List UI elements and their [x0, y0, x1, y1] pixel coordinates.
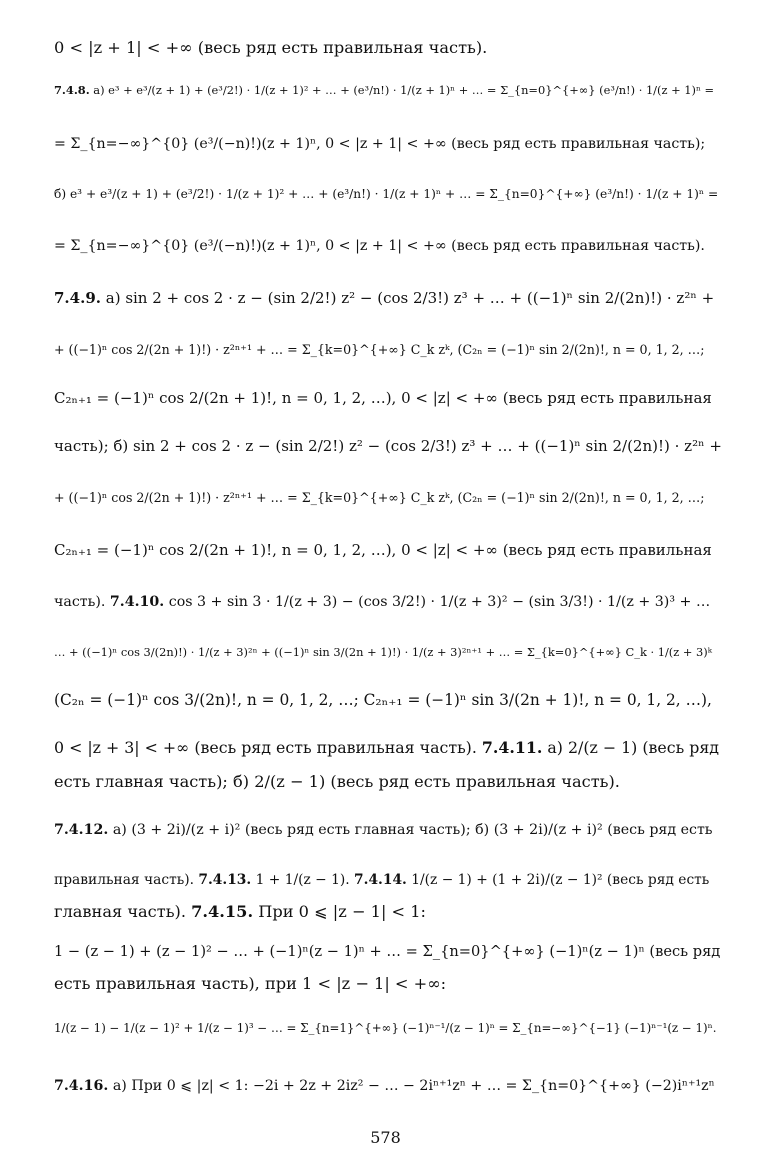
text-line: часть). 7.4.10. cos 3 + sin 3 · 1/(z + 3) − (cos 3/2!) · 1/(z + 3)² − (sin 3/3!) · 1/(z + 3)³ + … [54, 594, 711, 610]
text-line: 7.4.8. а) e³ + e³/(z + 1) + (e³/2!) · 1/(z + 1)² + … + (e³/n!) · 1/(z + 1)ⁿ + … = Σ_{n=0}^{+∞} (e³/n!) · 1/(z + 1)ⁿ = [54, 83, 715, 97]
text-line: 0 < |z + 1| < +∞ (весь ряд есть правильная часть). [54, 38, 488, 57]
text-line: 7.4.16. а) При 0 ⩽ |z| < 1: −2i + 2z + 2iz² − … − 2iⁿ⁺¹zⁿ + … = Σ_{n=0}^{+∞} (−2)iⁿ⁺¹zⁿ [54, 1078, 715, 1094]
text-line: б) e³ + e³/(z + 1) + (e³/2!) · 1/(z + 1)² + … + (e³/n!) · 1/(z + 1)ⁿ + … = Σ_{n=0}^{+∞} (e³/n!) · 1/(z + 1)ⁿ = [54, 187, 719, 201]
text-line: правильная часть). 7.4.13. 1 + 1/(z − 1). 7.4.14. 1/(z − 1) + (1 + 2i)/(z − 1)² (весь ряд есть [54, 872, 710, 888]
text-line: … + ((−1)ⁿ cos 3/(2n)!) · 1/(z + 3)²ⁿ + ((−1)ⁿ sin 3/(2n + 1)!) · 1/(z + 3)²ⁿ⁺¹ + … = Σ_{k=0}^{+∞} C_k · 1/(z + 3)ᵏ [54, 645, 712, 659]
text-line: 1 − (z − 1) + (z − 1)² − … + (−1)ⁿ(z − 1)ⁿ + … = Σ_{n=0}^{+∞} (−1)ⁿ(z − 1)ⁿ (весь ряд [54, 943, 721, 960]
text-line: C₂ₙ₊₁ = (−1)ⁿ cos 2/(2n + 1)!, n = 0, 1, 2, …), 0 < |z| < +∞ (весь ряд есть правильная [54, 541, 712, 559]
page-number: 578 [370, 1128, 401, 1147]
text-line: есть главная часть); б) 2/(z − 1) (весь ряд есть правильная часть). [54, 772, 620, 791]
text-line: 7.4.12. а) (3 + 2i)/(z + i)² (весь ряд есть главная часть); б) (3 + 2i)/(z + i)² (весь ряд есть [54, 822, 713, 838]
text-line: = Σ_{n=−∞}^{0} (e³/(−n)!)(z + 1)ⁿ, 0 < |z + 1| < +∞ (весь ряд есть правильная часть). [54, 238, 705, 254]
text-line: + ((−1)ⁿ cos 2/(2n + 1)!) · z²ⁿ⁺¹ + … = Σ_{k=0}^{+∞} C_k zᵏ, (C₂ₙ = (−1)ⁿ sin 2/(2n)!, n = 0, 1, 2, …; [54, 342, 705, 357]
text-line: 1/(z − 1) − 1/(z − 1)² + 1/(z − 1)³ − … = Σ_{n=1}^{+∞} (−1)ⁿ⁻¹/(z − 1)ⁿ = Σ_{n=−∞}^{−1} (−1)ⁿ⁻¹(z − 1)ⁿ. [54, 1021, 717, 1035]
text-line: (C₂ₙ = (−1)ⁿ cos 3/(2n)!, n = 0, 1, 2, …; C₂ₙ₊₁ = (−1)ⁿ sin 3/(2n + 1)!, n = 0, 1, 2, …), [54, 691, 712, 709]
text-line: 7.4.9. а) sin 2 + cos 2 · z − (sin 2/2!) z² − (cos 2/3!) z³ + … + ((−1)ⁿ sin 2/(2n)!) · z²ⁿ + [54, 289, 715, 307]
text-line: часть); б) sin 2 + cos 2 · z − (sin 2/2!) z² − (cos 2/3!) z³ + … + ((−1)ⁿ sin 2/(2n)!) · z²ⁿ + [54, 437, 722, 455]
text-line: C₂ₙ₊₁ = (−1)ⁿ cos 2/(2n + 1)!, n = 0, 1, 2, …), 0 < |z| < +∞ (весь ряд есть правильная [54, 389, 712, 407]
text-line: 0 < |z + 3| < +∞ (весь ряд есть правильная часть). 7.4.11. а) 2/(z − 1) (весь ряд [54, 738, 720, 757]
text-line: = Σ_{n=−∞}^{0} (e³/(−n)!)(z + 1)ⁿ, 0 < |z + 1| < +∞ (весь ряд есть правильная часть); [54, 136, 706, 152]
text-line: + ((−1)ⁿ cos 2/(2n + 1)!) · z²ⁿ⁺¹ + … = Σ_{k=0}^{+∞} C_k zᵏ, (C₂ₙ = (−1)ⁿ sin 2/(2n)!, n = 0, 1, 2, …; [54, 490, 705, 505]
text-line: есть правильная часть), при 1 < |z − 1| < +∞: [54, 974, 447, 993]
text-line: главная часть). 7.4.15. При 0 ⩽ |z − 1| < 1: [54, 902, 427, 921]
